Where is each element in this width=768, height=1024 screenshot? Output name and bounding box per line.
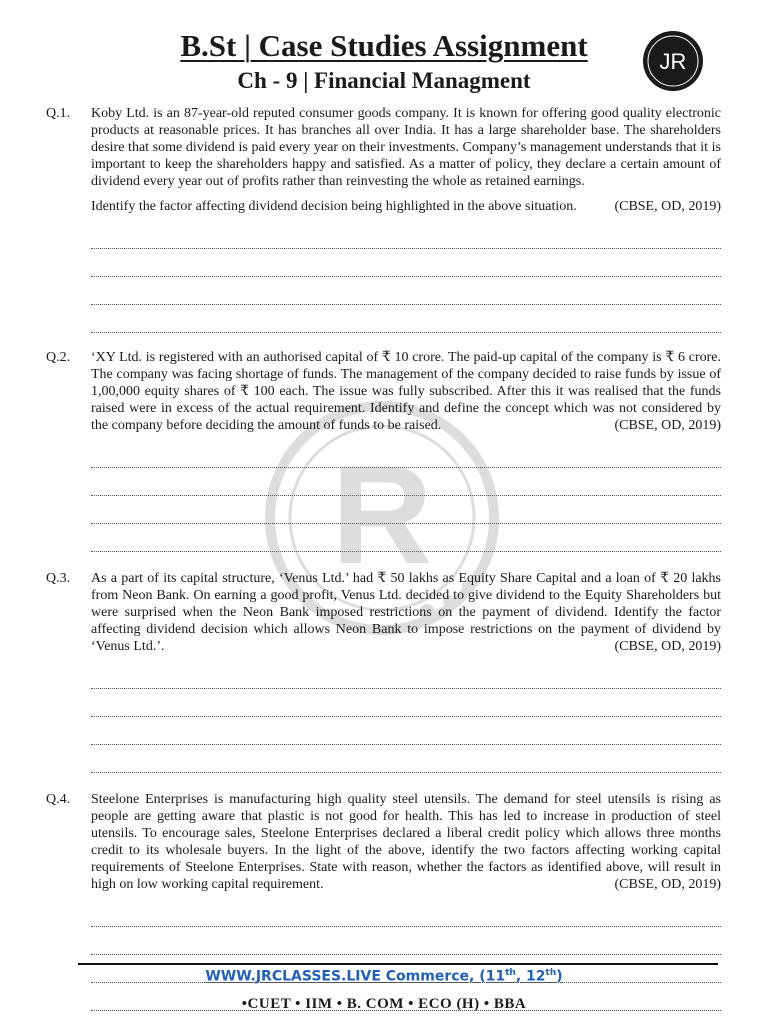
page-subtitle: Ch - 9 | Financial Managment xyxy=(237,68,531,93)
question-text-body: Steelone Enterprises is manufacturing high quality steel utensils. The demand for steel utensils is rising as people are getting aware that plastic is not good for health. This has led to increase in production of steel utensils. To encourage sales, Steelone Enterprises declared a liberal credit policy which allows three months credit to its wholesale buyers. In the light of the above, identify the two factors affecting working capital requirements of Steelone Enterprises. State with reason, whether the factors as identified above, will result in high on low working capital requirement. xyxy=(91,792,721,892)
answer-line[interactable] xyxy=(91,689,721,717)
question-text xyxy=(91,349,721,434)
answer-line[interactable] xyxy=(91,745,721,773)
question-task-text: Identify the factor affecting dividend decision being highlighted in the above situation. xyxy=(91,199,577,214)
answer-line[interactable] xyxy=(91,983,721,1011)
answer-line[interactable] xyxy=(91,277,721,305)
footer-tags: •CUET • IIM • B. COM • ECO (H) • BBA xyxy=(241,996,527,1012)
question-2 xyxy=(46,349,721,434)
question-source: (CBSE, OD, 2019) xyxy=(614,199,721,214)
question-number: Q.1. xyxy=(46,106,71,121)
footer-link-text: WWW.JRCLASSES.LIVE Commerce, (11 xyxy=(205,968,506,985)
footer-link-text-end: ) xyxy=(556,968,563,985)
footer-link-sup: th xyxy=(545,968,557,978)
svg-text:JR: JR xyxy=(659,49,687,74)
question-source: (CBSE, OD, 2019) xyxy=(614,418,721,433)
answer-line[interactable] xyxy=(91,468,721,496)
jr-logo-icon xyxy=(642,30,704,92)
question-text-body: ‘XY Ltd. is registered with an authorised capital of ₹ 10 crore. The paid-up capital of the company is ₹ 6 crore. The company was facing shortage of funds. The management of the company decided to raise funds by issue of 1,00,000 equity shares of ₹ 100 each. The issue was fully subscribed. After this it was realised that the funds raised were in excess of the actual requirement. Identify and define the concept which was not considered by the company before deciding the amount of funds to be raised. xyxy=(91,350,721,433)
answer-line[interactable] xyxy=(91,249,721,277)
answer-line[interactable] xyxy=(91,496,721,524)
question-task xyxy=(91,198,721,215)
footer-link-text-mid: , 12 xyxy=(515,968,546,985)
answer-lines xyxy=(91,661,721,773)
question-number: Q.2. xyxy=(46,350,71,365)
svg-text:R: R xyxy=(331,436,433,593)
question-block-4 xyxy=(46,791,721,1011)
question-source: (CBSE, OD, 2019) xyxy=(614,639,721,654)
question-block-1 xyxy=(46,105,721,333)
answer-line[interactable] xyxy=(91,661,721,689)
answer-lines xyxy=(91,440,721,552)
question-text xyxy=(91,791,721,893)
answer-line[interactable] xyxy=(91,524,721,552)
answer-line[interactable] xyxy=(91,305,721,333)
answer-line[interactable] xyxy=(91,717,721,745)
footer-link-sup: th xyxy=(505,968,516,978)
question-number: Q.4. xyxy=(46,792,71,807)
answer-line[interactable] xyxy=(91,440,721,468)
answer-line[interactable] xyxy=(91,221,721,249)
question-block-2 xyxy=(46,349,721,552)
answer-lines xyxy=(91,221,721,333)
questions-section xyxy=(46,105,721,1011)
question-1 xyxy=(46,105,721,215)
page-title: B.St | Case Studies Assignment xyxy=(180,28,588,63)
question-text xyxy=(91,570,721,655)
answer-line[interactable] xyxy=(91,899,721,927)
question-3 xyxy=(46,570,721,655)
question-4 xyxy=(46,791,721,893)
question-block-3 xyxy=(46,570,721,773)
question-text-body: As a part of its capital structure, ‘Venus Ltd.’ had ₹ 50 lakhs as Equity Share Capital and a loan of ₹ 20 lakhs from Neon Bank. On earning a good profit, Venus Ltd. decided to give dividend to the Equity Shareholders but were surprised when the Neon Bank imposed restrictions on the payment of dividend. Identify the factor affecting dividend decision which allows Neon Bank to impose restrictions on the payment of dividend by ‘Venus Ltd.’. xyxy=(91,571,721,654)
question-source: (CBSE, OD, 2019) xyxy=(614,877,721,892)
answer-line[interactable] xyxy=(91,927,721,955)
answer-line[interactable] xyxy=(91,955,721,983)
question-text: Koby Ltd. is an 87-year-old reputed consumer goods company. It is known for offering good quality electronic products at reasonable prices. It has branches all over India. It has a large shareholder base. The shareholders desire that some dividend is paid every year on their investments. Company’s management understands that it is important to keep the shareholders happy and satisfied. As a matter of policy, they declare a certain amount of dividend every year out of profits rather than reinvesting the whole as retained earnings. xyxy=(91,106,721,189)
answer-lines xyxy=(91,899,721,1011)
question-number: Q.3. xyxy=(46,571,71,586)
